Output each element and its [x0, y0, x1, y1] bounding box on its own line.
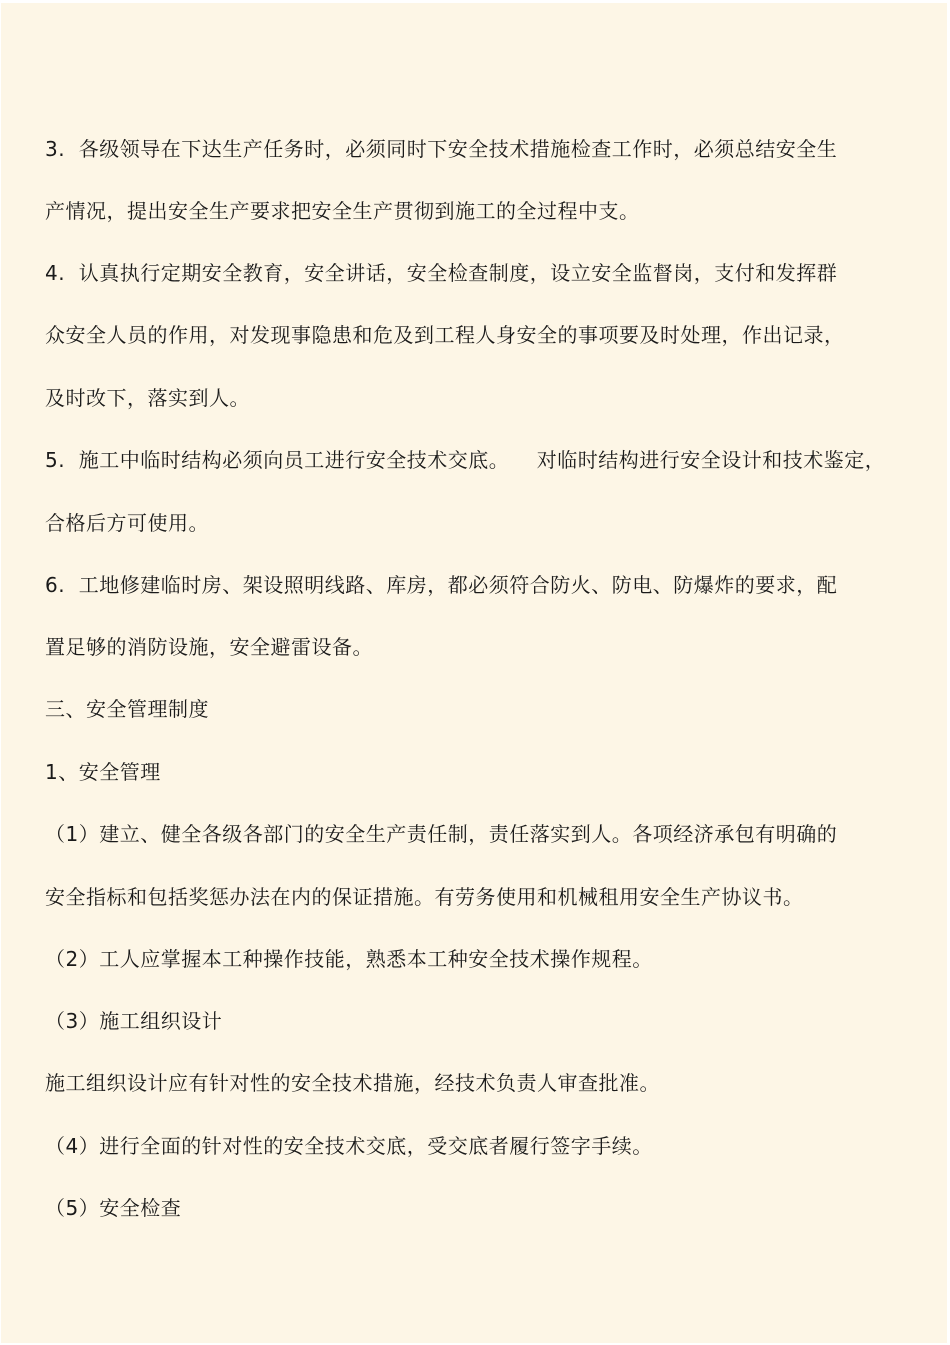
section-heading: 三、安全管理制度 [45, 697, 209, 721]
text-line: 安全指标和包括奖惩办法在内的保证措施。有劳务使用和机械租用安全生产协议书。 [45, 885, 804, 909]
text-line: 施工组织设计应有针对性的安全技术措施，经技术负责人审查批准。 [45, 1071, 660, 1095]
text-line: 5. 施工中临时结构必须向员工进行安全技术交底。 对临时结构进行安全设计和技术鉴定， [45, 448, 886, 472]
text-line: （5）安全检查 [45, 1196, 182, 1220]
text-line: （3）施工组织设计 [45, 1009, 223, 1033]
text-line: 合格后方可使用。 [45, 511, 209, 535]
text-line: （4）进行全面的针对性的安全技术交底，受交底者履行签字手续。 [45, 1134, 653, 1158]
text-line: 及时改下，落实到人。 [45, 386, 250, 410]
text-line: 产情况，提出安全生产要求把安全生产贯彻到施工的全过程中支。 [45, 199, 640, 223]
text-line: 6. 工地修建临时房、架设照明线路、库房，都必须符合防火、防电、防爆炸的要求，配 [45, 573, 838, 597]
text-line: （2）工人应掌握本工种操作技能，熟悉本工种安全技术操作规程。 [45, 947, 653, 971]
text-line: （1）建立、健全各级各部门的安全生产责任制，责任落实到人。各项经济承包有明确的 [45, 822, 838, 846]
text-line: 置足够的消防设施，安全避雷设备。 [45, 635, 373, 659]
text-line: 4. 认真执行定期安全教育，安全讲话，安全检查制度，设立安全监督岗，支付和发挥群 [45, 261, 838, 285]
text-line: 3. 各级领导在下达生产任务时，必须同时下安全技术措施检查工作时，必须总结安全生 [45, 137, 838, 161]
subsection-heading: 1、安全管理 [45, 760, 161, 784]
document-page [1, 3, 947, 1343]
text-line: 众安全人员的作用，对发现事隐患和危及到工程人身安全的事项要及时处理，作出记录， [45, 323, 845, 347]
